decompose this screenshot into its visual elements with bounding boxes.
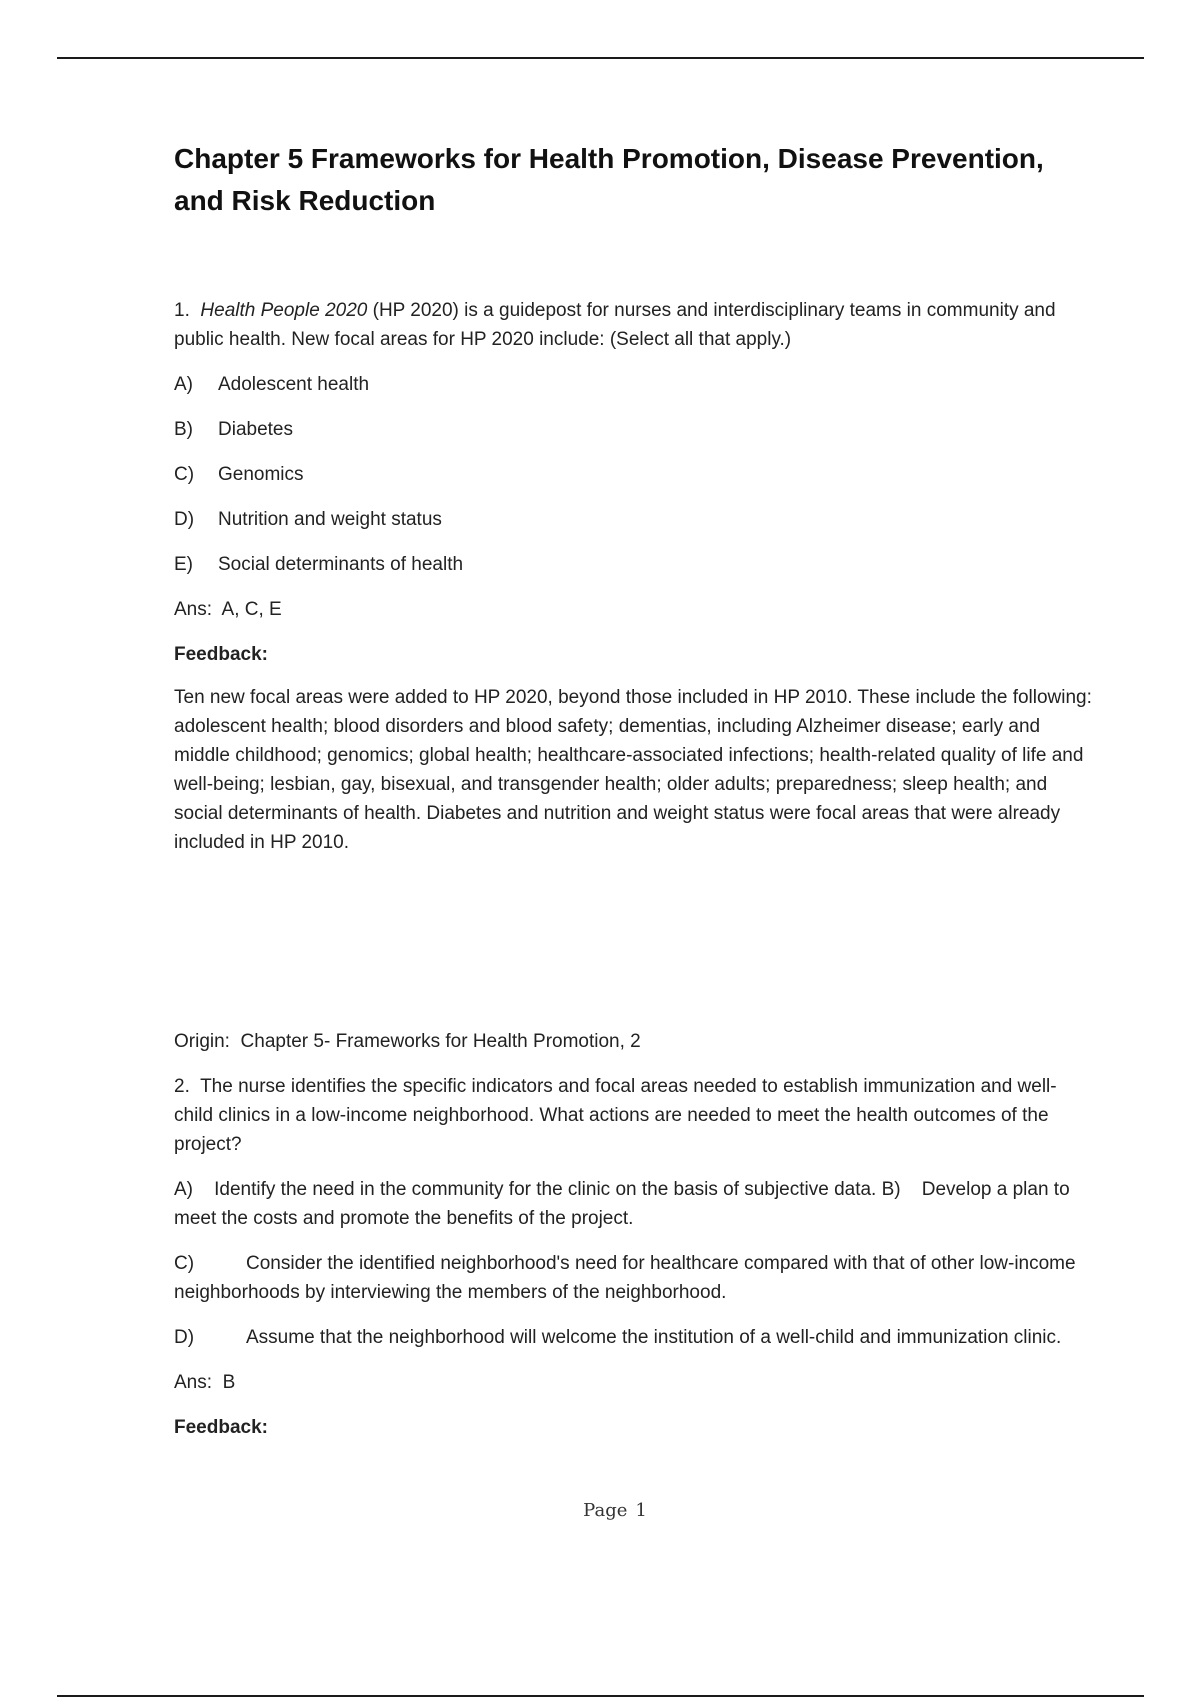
question-1-source-title: Health People 2020 (200, 300, 368, 321)
footer-rule (57, 1695, 1144, 1697)
chapter-title: Chapter 5 Frameworks for Health Promotion, Disease Prevention, and Risk Reduction (174, 143, 1044, 216)
question-1-option-d: D) Nutrition and weight status (174, 509, 442, 530)
question-1-feedback-label: Feedback: (174, 644, 268, 665)
question-1-option-a: A) Adolescent health (174, 374, 370, 395)
question-1-answer: Ans: A, C, E (174, 599, 282, 620)
origin-text: Chapter 5- Frameworks for Health Promotion, 2 (240, 1031, 641, 1052)
question-2-stem (174, 1072, 1094, 1159)
question-2-option-a-b: A) Identify the need in the community for the clinic on the basis of subjective data. B) Develop a plan to meet the costs and promote the benefits of the project. (174, 1179, 1070, 1229)
document-body (174, 138, 1094, 1442)
question-2-answer-value: B (222, 1372, 236, 1393)
question-1-number: 1. (174, 300, 190, 321)
question-1-answer-value: A, C, E (221, 599, 282, 620)
question-2-stem-text: The nurse identifies the specific indicators and focal areas needed to establish immunization and well-child clinics in a low-income neighborhood. What actions are needed to meet the health outcomes of the project? (174, 1076, 1057, 1155)
question-2-feedback-label: Feedback: (174, 1417, 268, 1438)
question-2-option-d: D) Assume that the neighborhood will welcome the institution of a well-child and immunization clinic. (174, 1327, 1062, 1348)
question-1-origin: Origin: Chapter 5- Frameworks for Health Promotion, 2 (174, 1031, 641, 1052)
question-1-option-c: C) Genomics (174, 464, 304, 485)
question-2-number: 2. (174, 1076, 190, 1097)
question-2-answer: Ans: B (174, 1372, 236, 1393)
question-2-option-b-text: Develop a plan to meet the costs and promote the benefits of the project. (174, 1179, 1070, 1229)
header-rule (57, 57, 1144, 59)
question-1-stem (174, 296, 1094, 354)
question-1-option-e: E) Social determinants of health (174, 554, 464, 575)
question-2-option-c: C) Consider the identified neighborhood's need for healthcare compared with that of other low-income neighborhoods by interviewing the members of the neighborhood. (174, 1253, 1076, 1303)
question-1-option-b: B) Diabetes (174, 419, 293, 440)
question-2-option-a-text: Identify the need in the community for the clinic on the basis of subjective data. (214, 1179, 877, 1200)
page-number: Page 1 (583, 1500, 647, 1521)
question-1-feedback-text: Ten new focal areas were added to HP 2020, beyond those included in HP 2010. These include the following: adolescent health; blood disorders and blood safety; dementias, including Alzheimer disease; early and middle childhood; genomics; global health; healthcare-associated infections; health-related quality of life and well-being; lesbian, gay, bisexual, and transgender health; older adults; preparedness; sleep health; and social determinants of health. Diabetes and nutrition and weight status were focal areas that were already included in HP 2010. (174, 687, 1092, 853)
question-1-stem-text: (HP 2020) is a guidepost for nurses and interdisciplinary teams in community and public health. New focal areas for HP 2020 include: (Select all that apply.) (174, 300, 1056, 350)
